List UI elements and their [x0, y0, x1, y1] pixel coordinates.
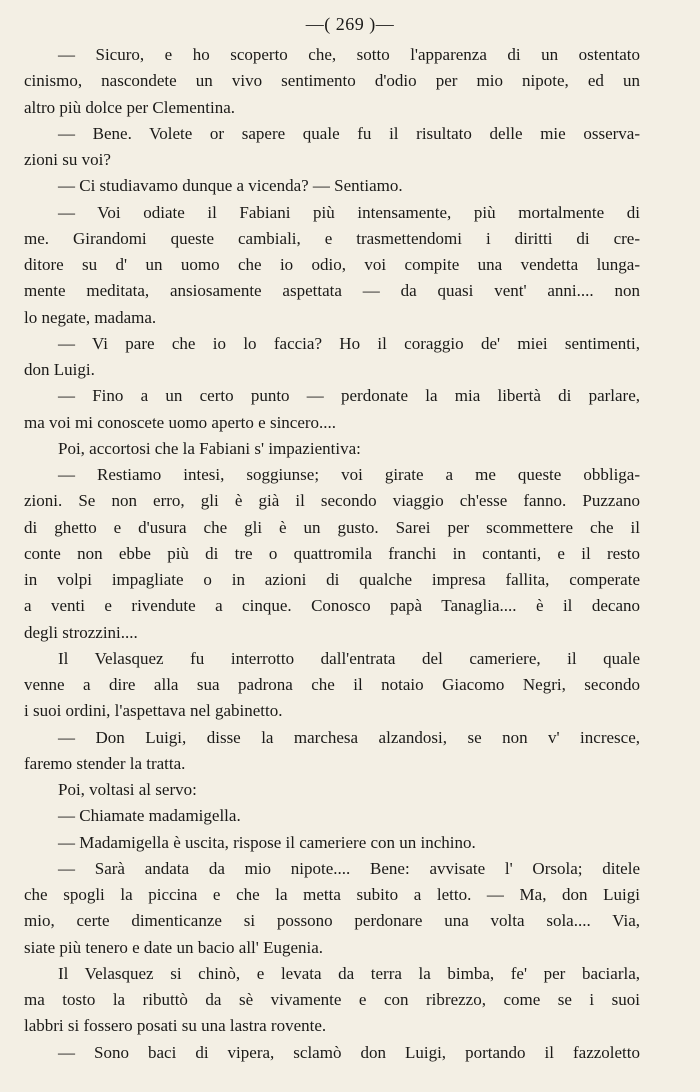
text-line: altro più dolce per Clementina. [24, 97, 236, 117]
text-line: siate più tenero e date un bacio all' Eugenia. [24, 937, 324, 957]
text-line: labbri si fossero posati su una lastra rovente. [24, 1016, 327, 1036]
text-line: me. Girandomi queste cambiali, e trasmettendomi i diritti di cre- [24, 228, 640, 248]
text-line: degli strozzini.... [24, 622, 138, 642]
text-line: a venti e rivendute a cinque. Conosco papà Tanaglia.... è il decano [24, 596, 640, 616]
text-line: faremo stender la tratta. [24, 753, 186, 773]
text-line: cinismo, nascondete un vivo sentimento d'odio per mio nipote, ed un [24, 71, 640, 91]
text-line: — Don Luigi, disse la marchesa alzandosi, se non v' incresce, [58, 727, 640, 747]
text-line: in volpi impagliate o in azioni di qualche impresa fallita, comperate [24, 570, 640, 589]
text-line: — Ci studiavamo dunque a vicenda? — Sentiamo. [58, 176, 403, 196]
text-line: — Sicuro, e ho scoperto che, sotto l'apparenza di un ostentato [58, 45, 640, 64]
text-line: Poi, voltasi al servo: [58, 780, 197, 799]
text-line: Il Velasquez si chinò, e levata da terra la bimba, fe' per baciarla, [58, 963, 640, 983]
text-line: — Restiamo intesi, soggiunse; voi girate a me queste obbliga- [58, 465, 640, 484]
page-number: —( 269 )— [305, 14, 395, 34]
text-line: ma voi mi conoscete uomo aperto e sincero.... [24, 412, 337, 432]
text-line: Il Velasquez fu interrotto dall'entrata del cameriere, il quale [58, 648, 640, 668]
text-line: mente meditata, ansiosamente aspettata — da quasi vent' anni.... non [24, 281, 640, 301]
text-line: — Voi odiate il Fabiani più intensamente, più mortalmente di [58, 202, 640, 222]
text-line: di ghetto e d'usura che gli è un gusto. Sarei per scommettere che il [24, 517, 640, 537]
text-line: zioni su voi? [24, 150, 111, 169]
text-line: — Chiamate madamigella. [58, 806, 241, 826]
body-text [24, 42, 640, 1066]
text-line: Poi, accortosi che la Fabiani s' impazientiva: [58, 438, 361, 458]
text-line: lo negate, madama. [24, 307, 157, 327]
text-line: mio, certe dimenticanze si possono perdonare una volta sola.... Via, [24, 911, 640, 931]
text-line: don Luigi. [24, 360, 95, 379]
text-line: che spogli la piccina e che la metta subito a letto. — Ma, don Luigi [24, 885, 640, 904]
text-line: — Sono baci di vipera, sclamò don Luigi, portando il fazzoletto [58, 1042, 640, 1062]
text-line: zioni. Se non erro, gli è già il secondo viaggio ch'esse fanno. Puzzano [24, 491, 640, 511]
text-line: — Fino a un certo punto — perdonate la mia libertà di parlare, [58, 386, 640, 406]
text-line: — Sarà andata da mio nipote.... Bene: avvisate l' Orsola; ditele [58, 858, 640, 878]
text-line: — Bene. Volete or sapere quale fu il risultato delle mie osserva- [58, 123, 640, 143]
text-line: — Vi pare che io lo faccia? Ho il coraggio de' miei sentimenti, [58, 333, 640, 353]
text-line: — Madamigella è uscita, rispose il cameriere con un inchino. [58, 832, 476, 852]
text-line: venne a dire alla sua padrona che il notaio Giacomo Negri, secondo [24, 675, 640, 694]
text-line: i suoi ordini, l'aspettava nel gabinetto. [24, 701, 283, 721]
text-line: ma tosto la ributtò da sè vivamente e con ribrezzo, come se i suoi [24, 990, 640, 1009]
text-line: ditore su d' un uomo che io odio, voi compite una vendetta lunga- [24, 255, 640, 274]
text-line: conte non ebbe più di tre o quattromila franchi in contanti, e il resto [24, 543, 640, 563]
